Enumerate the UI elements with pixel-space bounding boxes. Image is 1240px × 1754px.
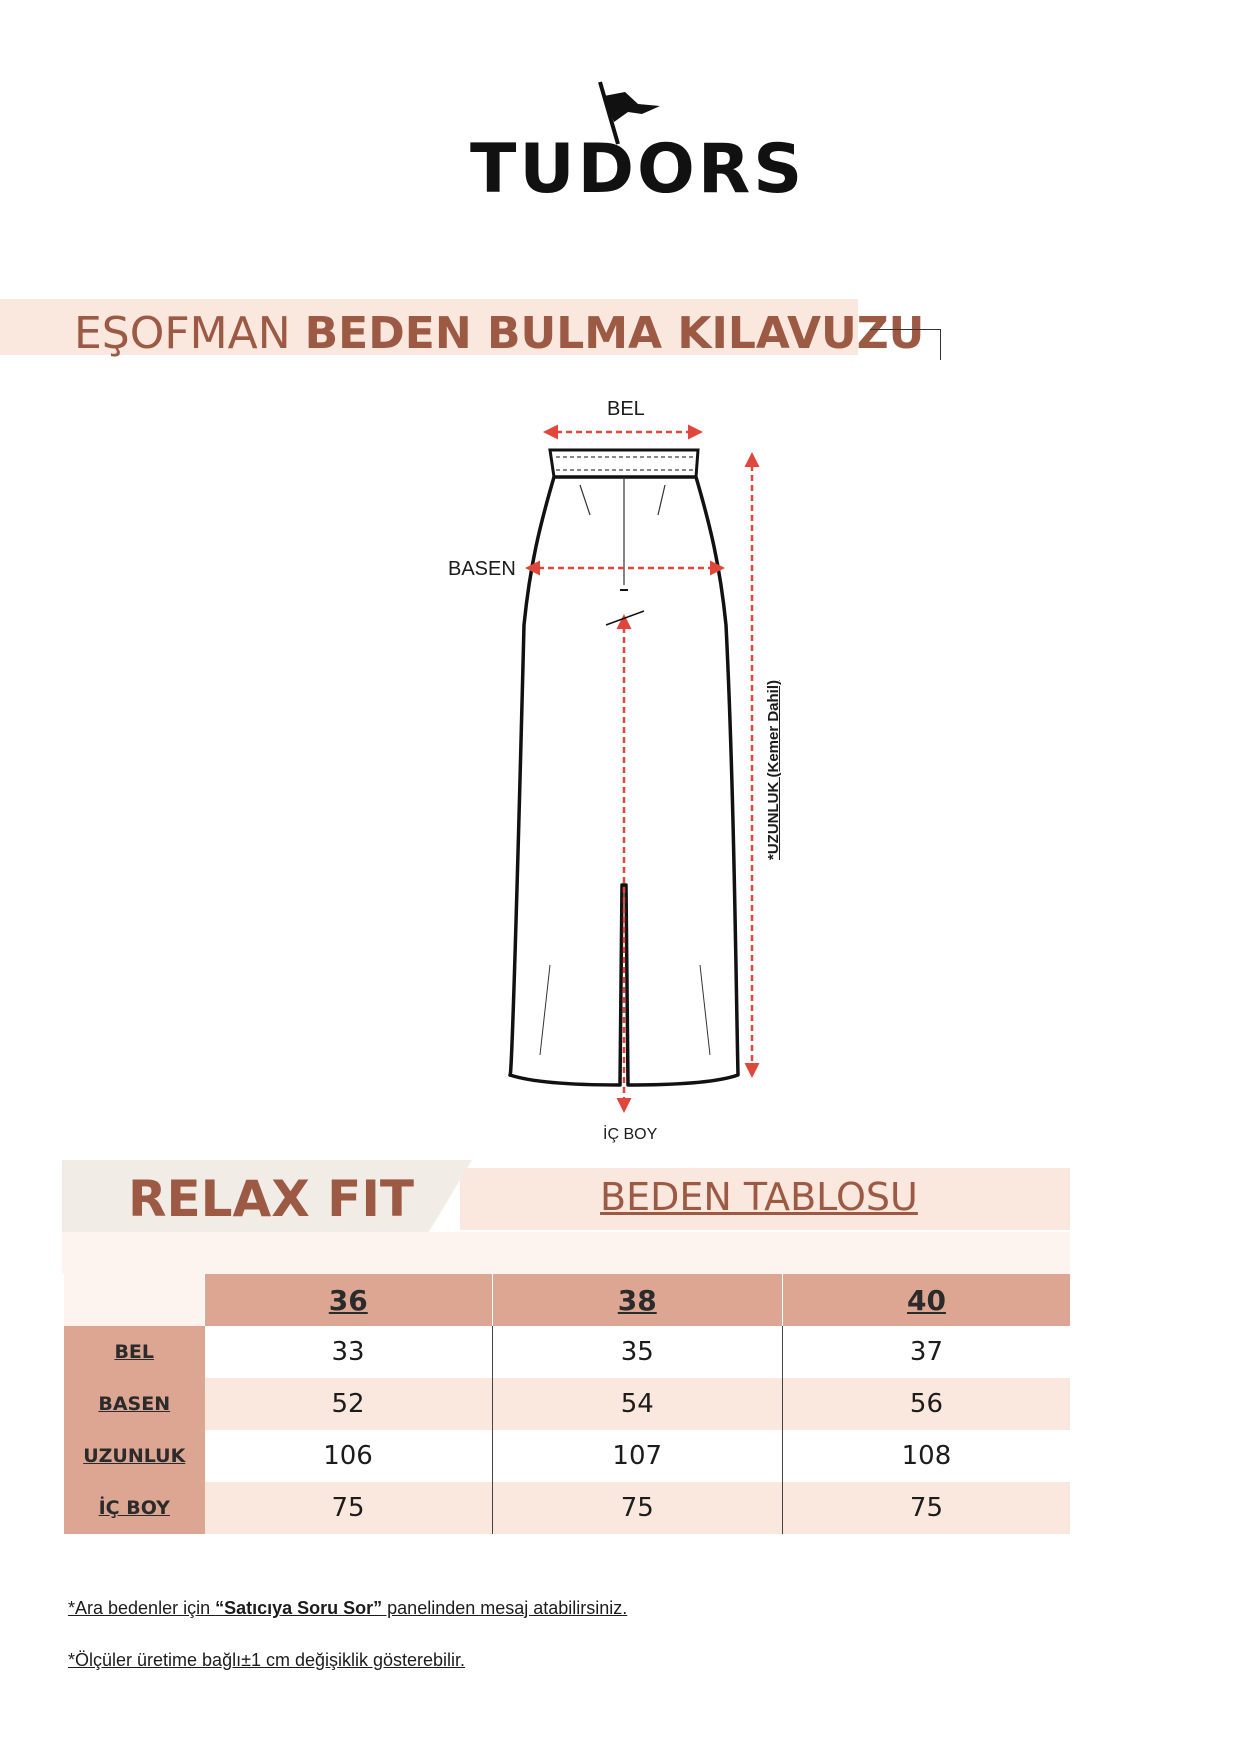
table-cell: 52 (205, 1378, 493, 1430)
note1-suffix: panelinden mesaj atabilirsiniz. (382, 1598, 628, 1618)
table-cell: 108 (782, 1430, 1070, 1482)
table-row (64, 1378, 1070, 1430)
table-row (64, 1482, 1070, 1534)
size-header: 38 (492, 1274, 782, 1326)
hip-label: BASEN (448, 558, 516, 580)
fit-name: RELAX FIT (128, 1170, 415, 1228)
title-light: EŞOFMAN (74, 308, 305, 359)
table-row (64, 1326, 1070, 1378)
size-table (64, 1274, 1070, 1534)
brand-logo (470, 78, 806, 209)
inseam-label: İÇ BOY (603, 1126, 658, 1143)
size-header: 36 (205, 1274, 493, 1326)
table-cell: 107 (492, 1430, 782, 1482)
title-corner-line (870, 329, 941, 360)
table-cell: 54 (492, 1378, 782, 1430)
note-tolerance: *Ölçüler üretime bağlı±1 cm değişiklik gösterebilir. (68, 1650, 466, 1670)
length-label: *UZUNLUK (Kemer Dahil) (765, 679, 782, 860)
note-intermediate-sizes (68, 1598, 627, 1619)
page-title (74, 308, 924, 359)
note1-bold: “Satıcıya Soru Sor” (215, 1598, 383, 1618)
pants-diagram (420, 385, 780, 1145)
row-label: İÇ BOY (64, 1482, 205, 1534)
title-bold: BEDEN BULMA KILAVUZU (304, 308, 925, 359)
table-top-band (62, 1232, 1070, 1274)
size-header-row (64, 1274, 1070, 1326)
table-cell: 75 (205, 1482, 493, 1534)
table-cell: 56 (782, 1378, 1070, 1430)
brand-name: TUDORS (470, 130, 806, 209)
table-cell: 35 (492, 1326, 782, 1378)
corner-cell (64, 1274, 205, 1326)
table-cell: 37 (782, 1326, 1070, 1378)
table-row (64, 1430, 1070, 1482)
note1-prefix: *Ara bedenler için (68, 1598, 216, 1618)
table-cell: 33 (205, 1326, 493, 1378)
size-table-title: BEDEN TABLOSU (600, 1175, 918, 1219)
table-cell: 75 (782, 1482, 1070, 1534)
table-cell: 106 (205, 1430, 493, 1482)
table-cell: 75 (492, 1482, 782, 1534)
row-label: BEL (64, 1326, 205, 1378)
row-label: UZUNLUK (64, 1430, 205, 1482)
row-label: BASEN (64, 1378, 205, 1430)
waistband (550, 450, 698, 477)
waist-label: BEL (607, 398, 645, 420)
size-header: 40 (782, 1274, 1070, 1326)
